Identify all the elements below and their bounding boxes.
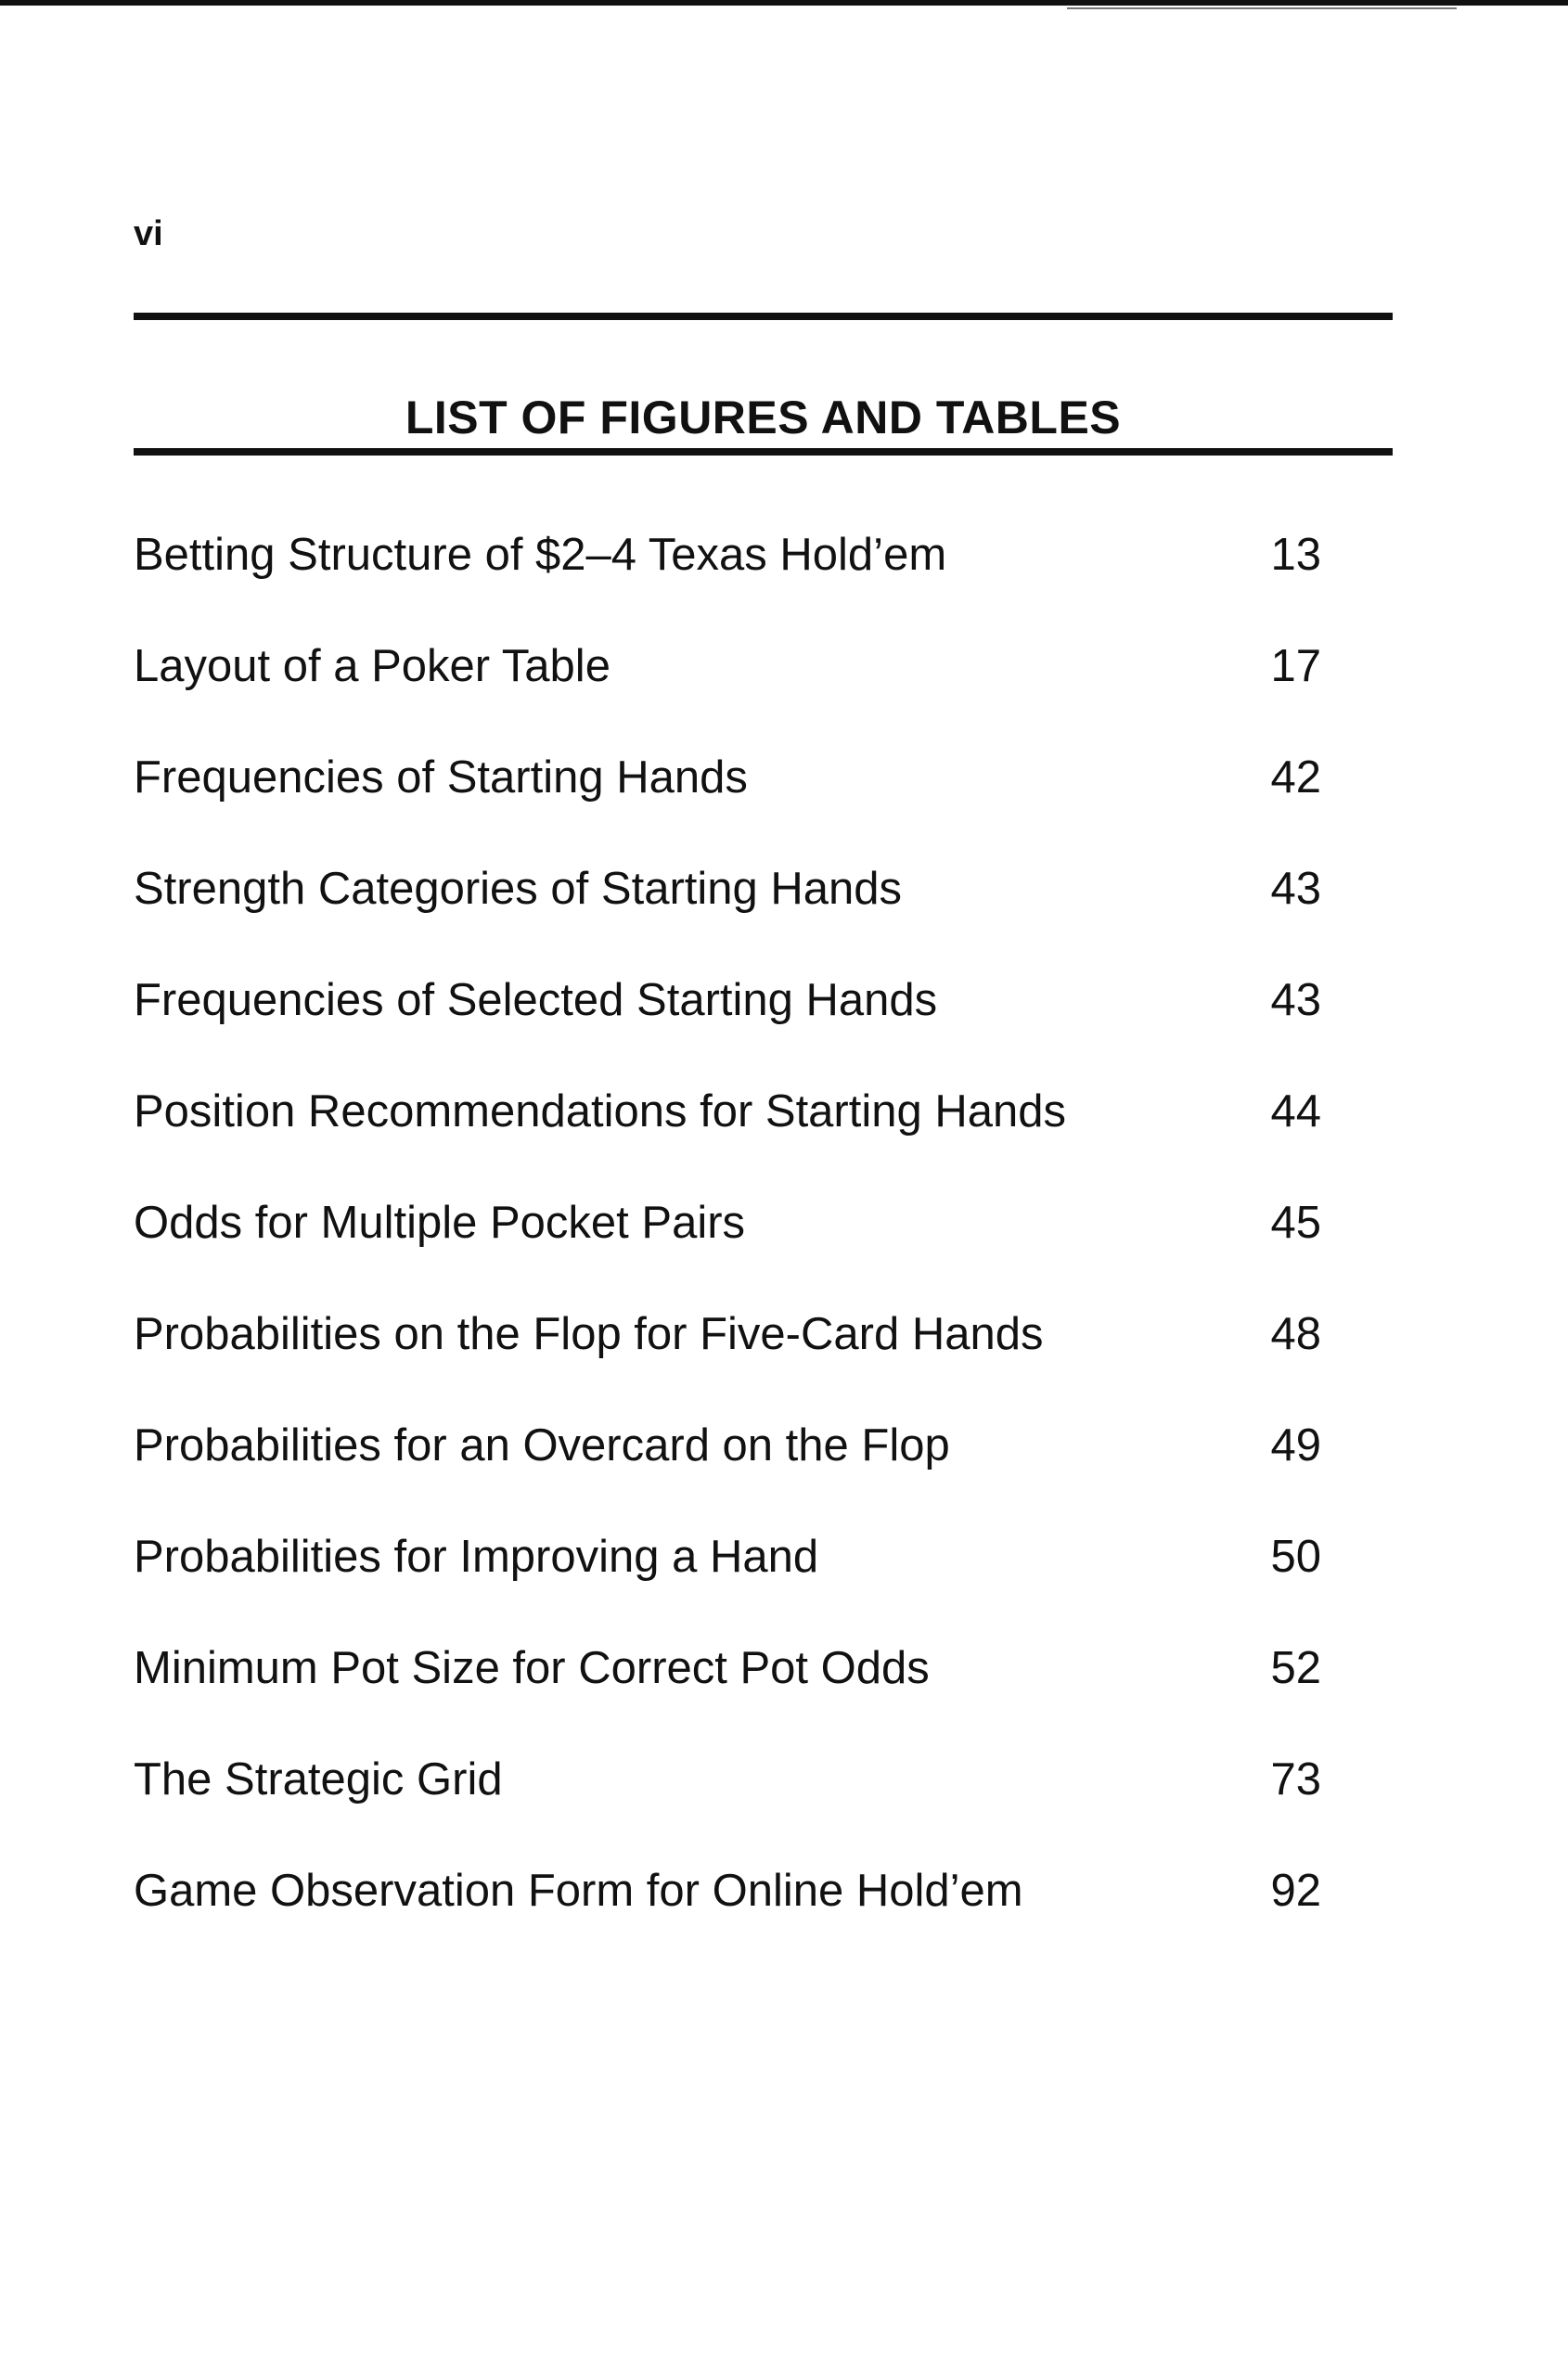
entry-page-number: 43 [1270, 975, 1321, 1025]
entry-page-number: 92 [1270, 1866, 1321, 1916]
top-border-faint-line [1067, 7, 1457, 9]
entry-title: Betting Structure of $2–4 Texas Hold’em [134, 530, 947, 580]
list-item[interactable] [134, 1861, 1321, 1972]
entry-title: Position Recommendations for Starting Hands [134, 1086, 1067, 1137]
list-item[interactable] [134, 1416, 1321, 1527]
entry-page-number: 43 [1270, 864, 1321, 914]
title-rule-bottom [134, 448, 1393, 456]
entry-title: Probabilities for Improving a Hand [134, 1532, 819, 1582]
entry-title: Frequencies of Selected Starting Hands [134, 975, 938, 1025]
entry-title: Probabilities for an Overcard on the Flop [134, 1420, 950, 1471]
list-item[interactable] [134, 1527, 1321, 1638]
list-item[interactable] [134, 525, 1321, 636]
entry-title: Frequencies of Starting Hands [134, 752, 748, 803]
list-item[interactable] [134, 1638, 1321, 1750]
entry-page-number: 44 [1270, 1086, 1321, 1137]
top-border-line [0, 0, 1568, 6]
entry-page-number: 73 [1270, 1754, 1321, 1804]
entry-page-number: 49 [1270, 1420, 1321, 1471]
list-item[interactable] [134, 748, 1321, 859]
list-item[interactable] [134, 1750, 1321, 1861]
entry-page-number: 52 [1270, 1643, 1321, 1693]
list-title: LIST OF FIGURES AND TABLES [405, 391, 1122, 443]
entry-title: Probabilities on the Flop for Five-Card Hands [134, 1309, 1044, 1359]
entry-page-number: 50 [1270, 1532, 1321, 1582]
list-item[interactable] [134, 1082, 1321, 1193]
entry-page-number: 13 [1270, 530, 1321, 580]
list-item[interactable] [134, 1193, 1321, 1304]
list-item[interactable] [134, 859, 1321, 970]
entry-page-number: 45 [1270, 1198, 1321, 1248]
list-item[interactable] [134, 636, 1321, 748]
entry-title: Layout of a Poker Table [134, 641, 610, 691]
entry-title: Game Observation Form for Online Hold’em [134, 1866, 1023, 1916]
list-item[interactable] [134, 970, 1321, 1082]
entry-page-number: 17 [1270, 641, 1321, 691]
entry-title: Strength Categories of Starting Hands [134, 864, 903, 914]
entry-title: The Strategic Grid [134, 1754, 503, 1804]
entry-title: Minimum Pot Size for Correct Pot Odds [134, 1643, 930, 1693]
page-number: vi [134, 214, 163, 253]
title-rule-top [134, 313, 1393, 320]
entry-title: Odds for Multiple Pocket Pairs [134, 1198, 746, 1248]
figures-tables-list [134, 525, 1321, 1972]
entry-page-number: 48 [1270, 1309, 1321, 1359]
list-item[interactable] [134, 1304, 1321, 1416]
entry-page-number: 42 [1270, 752, 1321, 803]
